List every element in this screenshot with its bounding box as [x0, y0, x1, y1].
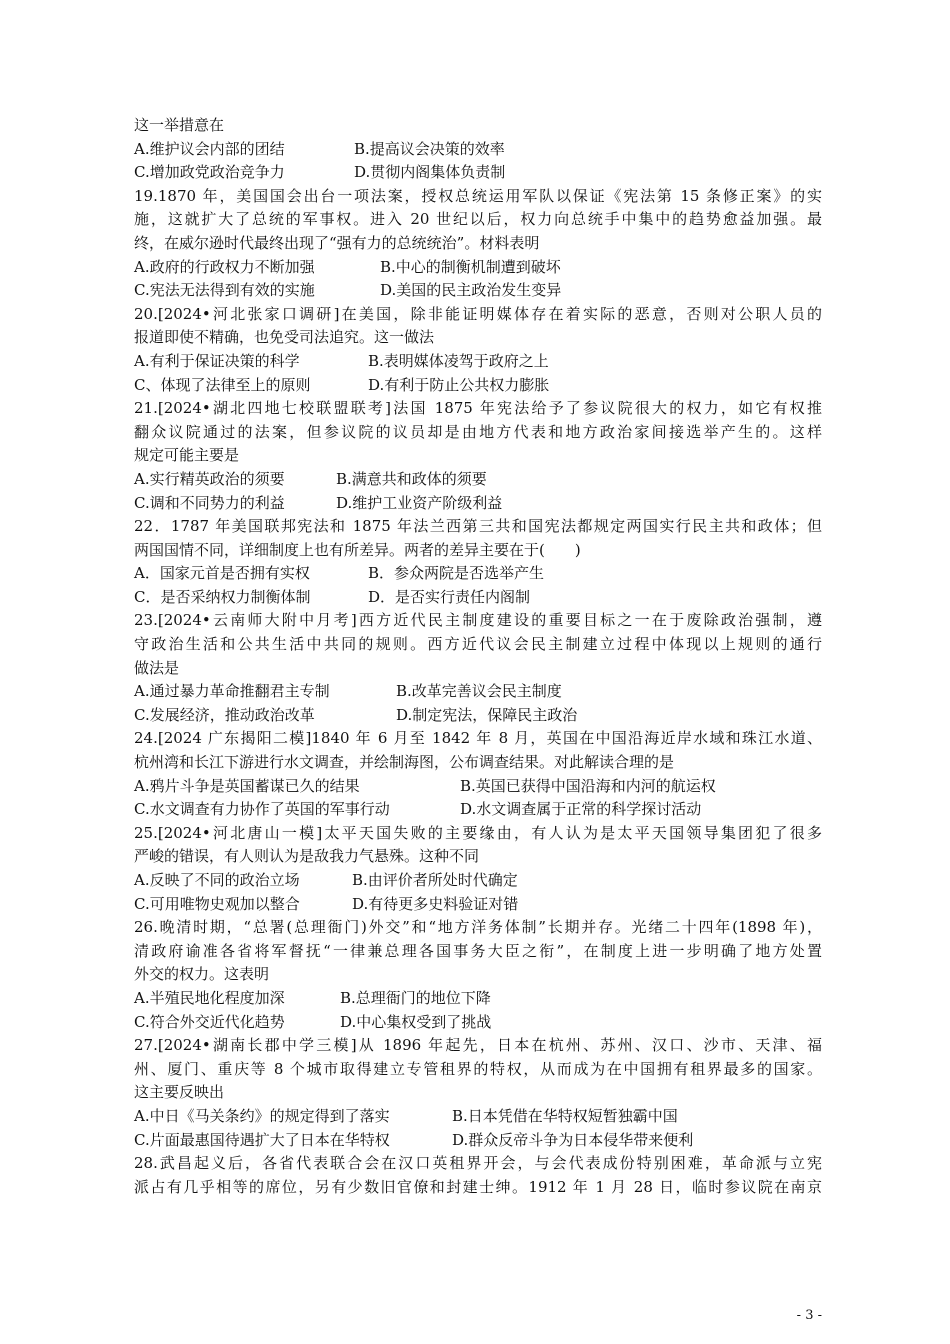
answer-options-row	[134, 256, 822, 280]
text-line: 两国国情不同，详细制度上也有所差异。两者的差异主要在于( )	[134, 540, 581, 559]
answer-options-row	[134, 798, 822, 822]
option-text: B.总理衙门的地位下降	[340, 988, 491, 1007]
option-text: D.群众反帝斗争为日本侵华带来便利	[452, 1130, 694, 1149]
option-text: A.鸦片斗争是英国蓄谋已久的结果	[134, 776, 360, 795]
option-text: D.维护工业资产阶级利益	[336, 493, 503, 512]
option-text: A.政府的行政权力不断加强	[134, 257, 315, 276]
document-body	[134, 114, 822, 1199]
option-text: B.提高议会决策的效率	[354, 139, 505, 158]
option-text: D．是否实行责任内阁制	[368, 587, 531, 606]
answer-options-row	[134, 1011, 822, 1035]
question-text-line: 清政府谕准各省将军督抚“一律兼总理各国事务大臣之衔”，在制度上进一步明确了地方处置	[134, 941, 822, 960]
text-line: 杭州湾和长江下游进行水文调查，并绘制海图，公布调查结果。对此解读合理的是	[134, 753, 675, 772]
text-line: 外交的权力。这表明	[134, 965, 270, 984]
option-text: A.通过暴力革命推翻君主专制	[134, 682, 330, 701]
question-text-line: 23.[2024•云南师大附中月考]西方近代民主制度建设的重要目标之一在于废除政治强制，遵	[134, 611, 822, 630]
text-line: 严峻的错误，有人则认为是敌我力气悬殊。这种不同	[134, 847, 480, 866]
option-text: C.水文调查有力协作了英国的军事行动	[134, 800, 390, 819]
question-text-line: 25.[2024•河北唐山一模]太平天国失败的主要缘由，有人认为是太平天国领导集团犯了很多	[134, 823, 822, 842]
option-text: D.有利于防止公共权力膨胀	[368, 375, 550, 394]
option-text: B.表明媒体凌驾于政府之上	[368, 351, 549, 370]
option-text: B.由评价者所处时代确定	[352, 871, 518, 889]
option-text: D.贯彻内阁集体负责制	[354, 163, 506, 182]
option-text: D.美国的民主政治发生变异	[380, 281, 562, 300]
question-text-line: 21.[2024•湖北四地七校联盟联考]法国 1875 年宪法给予了参议院很大的权力，如它有权推	[134, 399, 822, 418]
question-text-line: 派占有几乎相等的席位，另有少数旧官僚和封建士绅。1912 年 1 月 28 日，临时参议院在南京	[134, 1177, 822, 1196]
option-text: A.反映了不同的政治立场	[134, 871, 300, 889]
answer-options-row	[134, 1105, 822, 1129]
option-text: C.增加政党政治竞争力	[134, 163, 285, 182]
question-text-line: 22．1787 年美国联邦宪法和 1875 年法兰西第三共和国宪法都规定两国实行民主共和政体；但	[134, 517, 822, 536]
answer-options-row	[134, 704, 822, 728]
question-text-line: 28.武昌起义后，各省代表联合会在汉口英租界开会，与会代表成份特别困难，革命派与立宪	[134, 1154, 822, 1173]
question-text-line: 守政治生活和公共生活中共同的规则。西方近代议会民主制建立过程中体现以上规则的通行	[134, 635, 822, 654]
option-text: A.维护议会内部的团结	[134, 139, 285, 158]
answer-options-row	[134, 893, 822, 917]
option-text: D.制定宪法，保障民主政治	[396, 705, 578, 724]
option-text: B.英国已获得中国沿海和内河的航运权	[460, 776, 716, 795]
option-text: C、体现了法律至上的原则	[134, 375, 311, 394]
option-text: C.符合外交近代化趋势	[134, 1012, 285, 1031]
question-text-line: 26.晚清时期，“总署(总理衙门)外交”和“地方洋务体制”长期并存。光绪二十四年(1898 年)，	[134, 918, 822, 937]
text-line: 这主要反映出	[134, 1083, 225, 1102]
answer-options-row	[134, 138, 822, 162]
answer-options-row	[134, 468, 822, 492]
question-text-line: 24.[2024 广东揭阳二模]1840 年 6 月至 1842 年 8 月，英国在中国沿海近岸水域和珠江水道、	[134, 729, 822, 748]
option-text: C.片面最惠国待遇扩大了日本在华特权	[134, 1130, 390, 1149]
option-text: D.中心集权受到了挑战	[340, 1012, 492, 1031]
option-text: C.调和不同势力的利益	[134, 493, 285, 512]
question-text-line: 27.[2024•湖南长郡中学三模]从 1896 年起先，日本在杭州、苏州、汉口、沙市、天津、福	[134, 1036, 822, 1055]
option-text: C.可用唯物史观加以整合	[134, 894, 300, 913]
answer-options-row	[134, 350, 822, 374]
text-line: 这一举措意在	[134, 116, 225, 134]
question-text-line: 施，这就扩大了总统的军事权。进入 20 世纪以后，权力向总统手中集中的趋势愈益加强。最	[134, 210, 822, 229]
answer-options-row	[134, 161, 822, 185]
answer-options-row	[134, 279, 822, 303]
option-text: B．参众两院是否选举产生	[368, 564, 545, 583]
option-text: B.中心的制衡机制遭到破坏	[380, 257, 561, 276]
page-number: - 3 -	[796, 1308, 822, 1323]
answer-options-row	[134, 680, 822, 704]
option-text: A.半殖民地化程度加深	[134, 988, 285, 1007]
option-text: C．是否采纳权力制衡体制	[134, 587, 311, 606]
answer-options-row	[134, 987, 822, 1011]
text-line: 终，在威尔逊时代最终出现了“强有力的总统统治”。材料表明	[134, 233, 540, 252]
answer-options-row	[134, 492, 822, 516]
answer-options-row	[134, 562, 822, 586]
text-line: 做法是	[134, 658, 180, 677]
answer-options-row	[134, 775, 822, 799]
text-line: 报道即使不精确，也免受司法追究。这一做法	[134, 328, 435, 347]
option-text: A.实行精英政治的须要	[134, 469, 285, 488]
option-text: B.满意共和政体的须要	[336, 469, 487, 488]
option-text: A.中日《马关条约》的规定得到了落实	[134, 1106, 390, 1125]
option-text: D.水文调查属于正常的科学探讨活动	[460, 800, 702, 819]
text-line: 规定可能主要是	[134, 446, 240, 465]
question-text-line: 19.1870 年，美国国会出台一项法案，授权总统运用军队以保证《宪法第 15 条修正案》的实	[134, 186, 822, 205]
option-text: C.发展经济，推动政治改革	[134, 705, 315, 724]
option-text: B.日本凭借在华特权短暂独霸中国	[452, 1106, 678, 1125]
question-text-line: 20.[2024•河北张家口调研]在美国，除非能证明媒体存在着实际的恶意，否则对公职人员的	[134, 304, 822, 323]
answer-options-row	[134, 586, 822, 610]
answer-options-row	[134, 374, 822, 398]
option-text: D.有待更多史料验证对错	[352, 894, 519, 913]
question-text-line: 州、厦门、重庆等 8 个城市取得建立专管租界的特权，从而成为在中国拥有租界最多的国家。	[134, 1059, 822, 1078]
option-text: A．国家元首是否拥有实权	[134, 564, 310, 583]
question-text-line: 翻众议院通过的法案，但参议院的议员却是由地方代表和地方政治家间接选举产生的。这样	[134, 422, 822, 441]
option-text: B.改革完善议会民主制度	[396, 682, 562, 701]
option-text: A.有利于保证决策的科学	[134, 351, 300, 370]
answer-options-row	[134, 1129, 822, 1153]
option-text: C.宪法无法得到有效的实施	[134, 281, 315, 300]
answer-options-row	[134, 869, 822, 893]
